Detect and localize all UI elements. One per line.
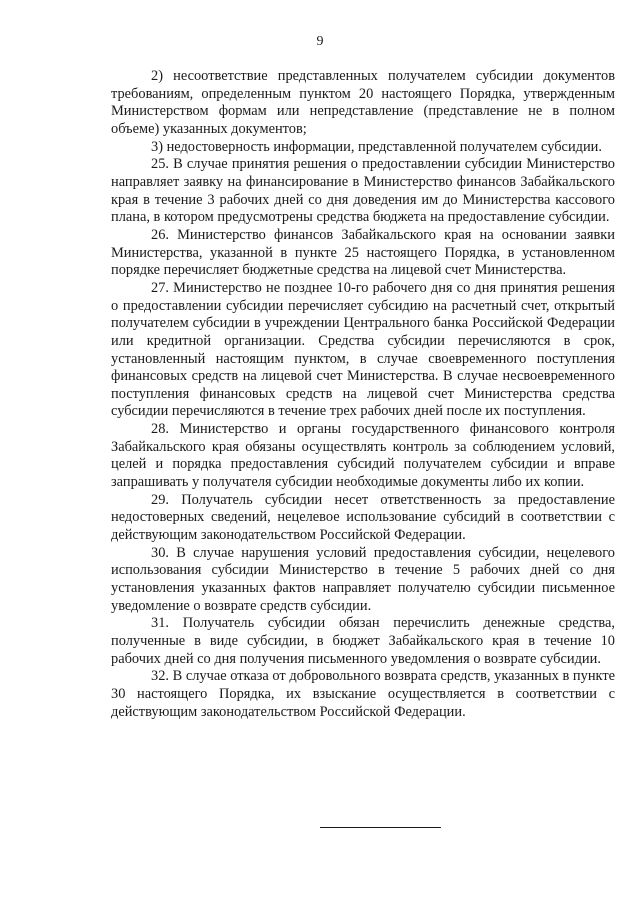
paragraph-31: 31. Получатель субсидии обязан перечислить денежные средства, полученные в виде субсидии, в бюджет Забайкальского края в течение 10 рабочих дней со дня получения письменного уведомления о возврате субсидии. — [111, 615, 615, 667]
paragraph-item-3: 3) недостоверность информации, представленной получателем субсидии. — [151, 138, 602, 155]
paragraph-27: 27. Министерство не позднее 10-го рабочего дня со дня принятия решения о предоставлении субсидии перечисляет субсидию на расчетный счет, открытый получателем субсидии в учреждении Центрального банка Российской Федерации или кредитной организации. Средства субсидии перечисляются в срок, установленный настоящим пунктом, в случае своевременного поступления финансовых средств на лицевой счет Министерства. В случае несвоевременного поступления финансовых средств на лицевой счет Министерства средства субсидии перечисляются в течение трех рабочих дней после их поступления. — [111, 279, 615, 420]
paragraph-item-2: 2) несоответствие представленных получателем субсидии документов требованиям, определенным пунктом 20 настоящего Порядка, утвержденным Министерством формам или непредставление (представление не в полном объеме) указанных документов; — [111, 68, 615, 137]
paragraph-29: 29. Получатель субсидии несет ответственность за предоставление недостоверных сведений, нецелевое использование субсидий в соответствии с действующим законодательством Российской Федерации. — [111, 491, 615, 544]
document-body — [111, 68, 615, 721]
end-of-document-rule — [320, 827, 441, 828]
page-number: 9 — [316, 34, 324, 49]
paragraph-30: 30. В случае нарушения условий предоставления субсидии, нецелевого использования субсидии Министерство в течение 5 рабочих дней со дня установления указанных фактов направляет получателю субсидии письменное уведомление о возврате средств субсидии. — [111, 544, 615, 614]
paragraph-28: 28. Министерство и органы государственного финансового контроля Забайкальского края обязаны осуществлять контроль за соблюдением условий, целей и порядка предоставления субсидий получателем субсидии и вправе запрашивать у получателя субсидии необходимые документы либо их копии. — [111, 421, 615, 491]
paragraph-26: 26. Министерство финансов Забайкальского края на основании заявки Министерства, указанной в пункте 25 настоящего Порядка, в установленном порядке перечисляет бюджетные средства на лицевой счет Министерства. — [111, 226, 615, 279]
paragraph-32: 32. В случае отказа от добровольного возврата средств, указанных в пункте 30 настоящего Порядка, их взыскание осуществляется в соответствии с действующим законодательством Российской Федерации. — [111, 668, 615, 720]
paragraph-25: 25. В случае принятия решения о предоставлении субсидии Министерство направляет заявку на финансирование в Министерство финансов Забайкальского края в течение 3 рабочих дней со дня доведения им до Министерства кассового плана, в котором предусмотрены средства бюджета на предоставление субсидии. — [111, 156, 615, 226]
